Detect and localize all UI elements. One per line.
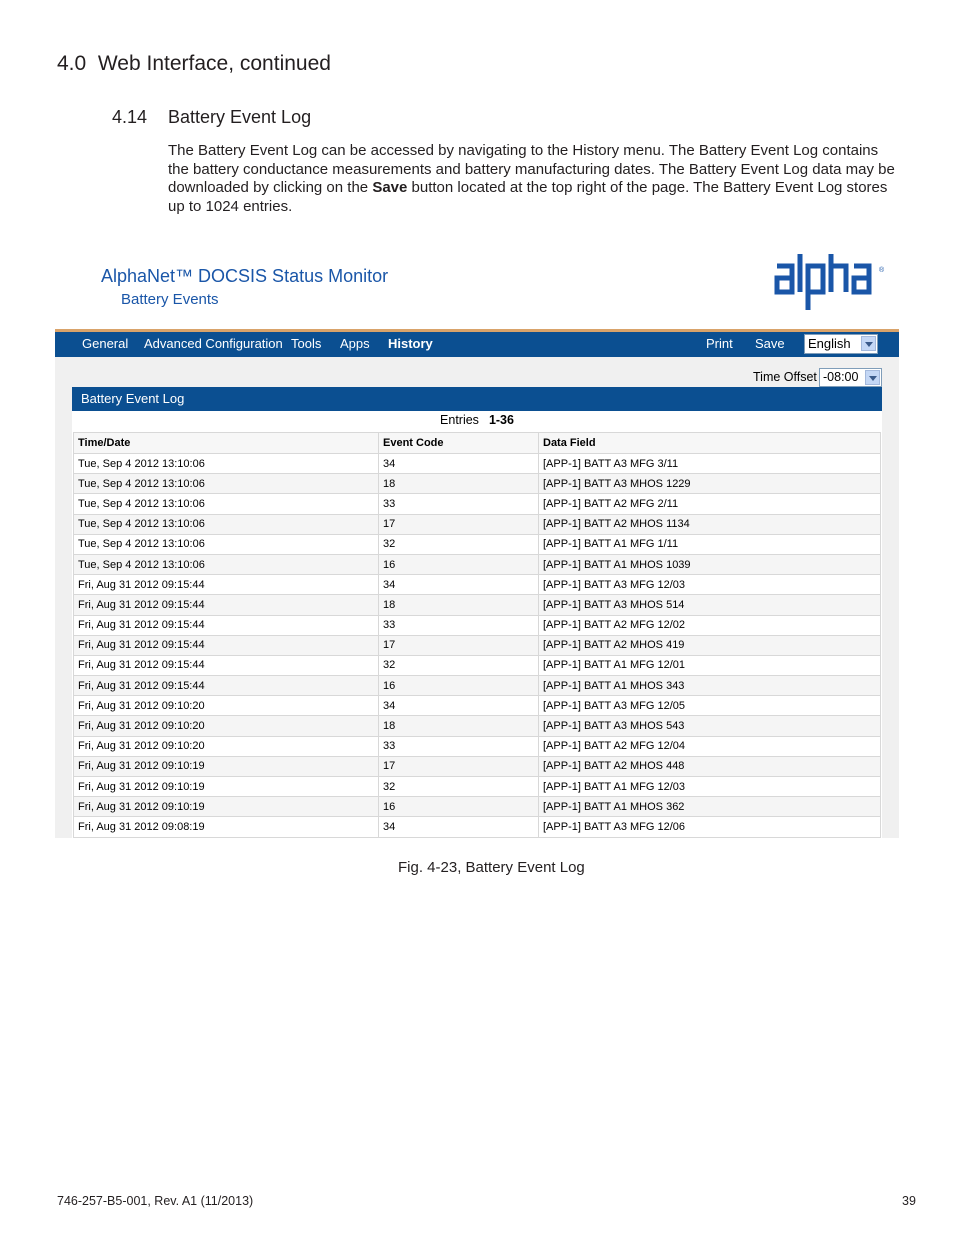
time-offset-label: Time Offset [753, 370, 817, 384]
cell-time-date: Fri, Aug 31 2012 09:15:44 [74, 595, 379, 615]
cell-data-field: [APP-1] BATT A2 MHOS 448 [539, 756, 881, 776]
entries-range: 1-36 [488, 413, 514, 427]
cell-event-code: 17 [379, 514, 539, 534]
table-row [74, 454, 881, 474]
table-row [74, 716, 881, 736]
intro-paragraph [168, 142, 903, 216]
cell-time-date: Fri, Aug 31 2012 09:15:44 [74, 575, 379, 595]
cell-time-date: Fri, Aug 31 2012 09:15:44 [74, 635, 379, 655]
cell-data-field: [APP-1] BATT A3 MHOS 543 [539, 716, 881, 736]
cell-event-code: 34 [379, 454, 539, 474]
print-button[interactable]: Print [706, 336, 733, 351]
cell-time-date: Fri, Aug 31 2012 09:10:20 [74, 736, 379, 756]
cell-data-field: [APP-1] BATT A2 MHOS 1134 [539, 514, 881, 534]
cell-data-field: [APP-1] BATT A1 MHOS 1039 [539, 554, 881, 574]
chevron-down-icon [865, 370, 880, 385]
cell-event-code: 16 [379, 676, 539, 696]
subsection-number: 4.14 [112, 107, 148, 127]
alpha-logo-icon [772, 248, 892, 314]
cell-time-date: Tue, Sep 4 2012 13:10:06 [74, 474, 379, 494]
cell-data-field: [APP-1] BATT A2 MHOS 419 [539, 635, 881, 655]
page-number: 39 [902, 1194, 916, 1208]
svg-text:®: ® [879, 267, 885, 274]
cell-data-field: [APP-1] BATT A1 MHOS 362 [539, 797, 881, 817]
nav-advanced-configuration[interactable]: Advanced Configuration [144, 336, 283, 351]
panel-title: Battery Event Log [81, 391, 185, 406]
cell-event-code: 16 [379, 797, 539, 817]
time-offset-value: -08:00 [823, 370, 859, 384]
cell-time-date: Tue, Sep 4 2012 13:10:06 [74, 514, 379, 534]
cell-data-field: [APP-1] BATT A1 MFG 1/11 [539, 534, 881, 554]
section-title: 4.0 Web Interface, continued [57, 52, 331, 75]
paragraph-text-1: The Battery Event Log can be accessed by navigating to the History menu. The Battery Event Log contains the battery conductance measurements and battery manufacturing dates. The Battery Event Log data may be downloaded by clicking on the [168, 142, 895, 197]
table-row [74, 554, 881, 574]
entries-label: Entries [440, 413, 479, 427]
cell-event-code: 18 [379, 595, 539, 615]
cell-data-field: [APP-1] BATT A2 MFG 2/11 [539, 494, 881, 514]
cell-data-field: [APP-1] BATT A1 MHOS 343 [539, 676, 881, 696]
cell-time-date: Tue, Sep 4 2012 13:10:06 [74, 534, 379, 554]
cell-event-code: 16 [379, 554, 539, 574]
cell-time-date: Fri, Aug 31 2012 09:10:19 [74, 756, 379, 776]
table-row [74, 575, 881, 595]
cell-event-code: 18 [379, 716, 539, 736]
cell-data-field: [APP-1] BATT A1 MFG 12/01 [539, 655, 881, 675]
cell-event-code: 32 [379, 777, 539, 797]
figure-caption: Fig. 4-23, Battery Event Log [398, 859, 585, 876]
cell-event-code: 17 [379, 756, 539, 776]
cell-time-date: Fri, Aug 31 2012 09:10:19 [74, 777, 379, 797]
column-header-event-code: Event Code [379, 433, 539, 454]
save-button[interactable]: Save [755, 336, 785, 351]
table-header-row [74, 433, 881, 454]
language-select-value: English [808, 336, 851, 351]
paragraph-bold-save: Save [372, 179, 408, 197]
cell-event-code: 33 [379, 494, 539, 514]
cell-time-date: Fri, Aug 31 2012 09:15:44 [74, 655, 379, 675]
nav-apps[interactable]: Apps [340, 336, 370, 351]
cell-time-date: Tue, Sep 4 2012 13:10:06 [74, 494, 379, 514]
cell-event-code: 34 [379, 575, 539, 595]
table-row [74, 655, 881, 675]
table-row [74, 797, 881, 817]
cell-event-code: 34 [379, 817, 539, 837]
entries-indicator [72, 413, 882, 431]
cell-time-date: Fri, Aug 31 2012 09:15:44 [74, 615, 379, 635]
cell-time-date: Fri, Aug 31 2012 09:10:20 [74, 696, 379, 716]
battery-event-log-panel-header [72, 387, 882, 411]
alpha-logo [772, 248, 892, 314]
column-header-time-date: Time/Date [74, 433, 379, 454]
nav-history[interactable]: History [388, 336, 433, 351]
table-row [74, 777, 881, 797]
table-row [74, 736, 881, 756]
cell-time-date: Fri, Aug 31 2012 09:10:19 [74, 797, 379, 817]
cell-time-date: Fri, Aug 31 2012 09:08:19 [74, 817, 379, 837]
cell-time-date: Tue, Sep 4 2012 13:10:06 [74, 554, 379, 574]
cell-event-code: 32 [379, 655, 539, 675]
cell-data-field: [APP-1] BATT A3 MFG 3/11 [539, 454, 881, 474]
cell-time-date: Tue, Sep 4 2012 13:10:06 [74, 454, 379, 474]
cell-event-code: 18 [379, 474, 539, 494]
cell-data-field: [APP-1] BATT A3 MHOS 514 [539, 595, 881, 615]
cell-data-field: [APP-1] BATT A3 MFG 12/05 [539, 696, 881, 716]
nav-tools[interactable]: Tools [291, 336, 322, 351]
cell-data-field: [APP-1] BATT A3 MFG 12/03 [539, 575, 881, 595]
cell-event-code: 17 [379, 635, 539, 655]
table-row [74, 474, 881, 494]
cell-data-field: [APP-1] BATT A1 MFG 12/03 [539, 777, 881, 797]
nav-general[interactable]: General [82, 336, 129, 351]
cell-data-field: [APP-1] BATT A2 MFG 12/02 [539, 615, 881, 635]
table-row [74, 595, 881, 615]
cell-event-code: 34 [379, 696, 539, 716]
table-row [74, 514, 881, 534]
cell-event-code: 33 [379, 736, 539, 756]
cell-event-code: 33 [379, 615, 539, 635]
cell-data-field: [APP-1] BATT A2 MFG 12/04 [539, 736, 881, 756]
table-row [74, 534, 881, 554]
cell-data-field: [APP-1] BATT A3 MHOS 1229 [539, 474, 881, 494]
table-row [74, 817, 881, 837]
time-offset-select[interactable] [819, 368, 882, 387]
paragraph-text-2: button located at the top right of the page. The Battery Event Log stores up to 1024 entries. [168, 179, 888, 215]
top-navigation-bar [55, 332, 899, 357]
table-row [74, 696, 881, 716]
cell-data-field: [APP-1] BATT A3 MFG 12/06 [539, 817, 881, 837]
table-row [74, 635, 881, 655]
table-row [74, 494, 881, 514]
table-row [74, 676, 881, 696]
subsection-title: Battery Event Log [168, 107, 312, 127]
app-subtitle: Battery Events [121, 291, 219, 308]
app-title: AlphaNet™ DOCSIS Status Monitor [101, 266, 389, 286]
language-select[interactable] [804, 334, 878, 354]
footer-doc-number: 746-257-B5-001, Rev. A1 (11/2013) [57, 1194, 254, 1208]
column-header-data-field: Data Field [539, 433, 881, 454]
table-row [74, 615, 881, 635]
chevron-down-icon [861, 336, 876, 351]
battery-event-table [73, 432, 881, 838]
table-row [74, 756, 881, 776]
cell-time-date: Fri, Aug 31 2012 09:10:20 [74, 716, 379, 736]
cell-event-code: 32 [379, 534, 539, 554]
cell-time-date: Fri, Aug 31 2012 09:15:44 [74, 676, 379, 696]
